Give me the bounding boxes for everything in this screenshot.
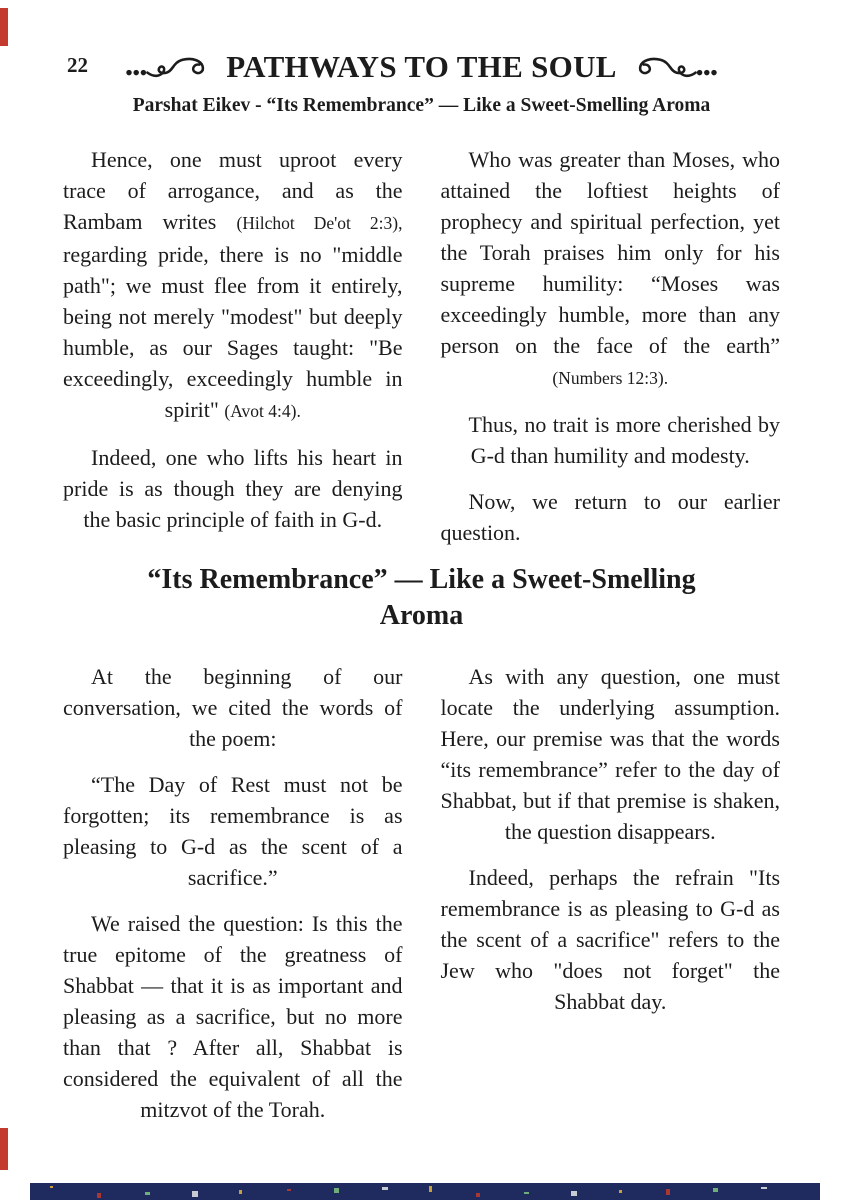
column-left-bottom xyxy=(63,661,403,1125)
paragraph: Hence, one must uproot every trace of arrogance, and as the Rambam writes (Hilchot De'ot 2:3), regarding pride, there is no "middle path"; we must flee from it entirely, being not merely "modest" but deeply humble, as our Sages taught: "Be exceedingly, exceedingly humble in spirit" (Avot 4:4). xyxy=(63,147,403,422)
left-edge-red-mark-bottom xyxy=(0,1128,8,1170)
page-body xyxy=(63,144,780,1125)
column-left-top xyxy=(63,144,403,548)
paragraph: Who was greater than Moses, who attained the loftiest heights of prophecy and spiritual perfection, yet the Torah praises him only for his supreme humility: “Moses was exceedingly humble, more than any person on the face of the earth” (Numbers 12:3). xyxy=(440,147,780,388)
citation-ref: (Hilchot De'ot 2:3), xyxy=(236,213,403,233)
bar-speck xyxy=(619,1190,622,1193)
column-right-bottom xyxy=(441,661,781,1125)
body-section-bottom xyxy=(63,661,780,1125)
paragraph: “The Day of Rest must not be forgotten; its remembrance is as pleasing to G-d as the scent of a sacrifice.” xyxy=(63,772,403,890)
paragraph: Indeed, perhaps the refrain "Its remembrance is as pleasing to G-d as the scent of a sacrifice" refers to the Jew who "does not forget" the Shabbat day. xyxy=(440,865,780,1014)
page-number: 22 xyxy=(67,53,88,77)
bar-speck xyxy=(239,1190,242,1194)
bar-speck xyxy=(287,1189,291,1191)
bar-speck xyxy=(713,1188,718,1192)
flourish-right-icon xyxy=(622,53,718,81)
bar-speck xyxy=(524,1192,529,1194)
bar-speck xyxy=(192,1191,198,1197)
body-section-top xyxy=(63,144,780,548)
bar-speck xyxy=(334,1188,339,1193)
paragraph: As with any question, one must locate the underlying assumption. Here, our premise was that the words “its remembrance” refer to the day of Shabbat, but if that premise is shaken, the question disappears. xyxy=(440,664,780,844)
paragraph: We raised the question: Is this the true epitome of the greatness of Shabbat — that it is as important and pleasing as a sacrifice, but no more than that ? After all, Shabbat is considered the equivalent of all the mitzvot of the Torah. xyxy=(63,911,403,1122)
flourish-left-icon xyxy=(125,53,221,81)
page-content xyxy=(63,0,780,1125)
bar-speck xyxy=(382,1187,388,1190)
left-edge-red-mark-top xyxy=(0,8,8,46)
citation-ref: (Avot 4:4). xyxy=(224,401,301,421)
paragraph: Indeed, one who lifts his heart in pride is as though they are denying the basic principle of faith in G-d. xyxy=(63,445,403,532)
bar-speck xyxy=(145,1192,150,1195)
bar-speck xyxy=(476,1193,480,1197)
paragraph: At the beginning of our conversation, we cited the words of the poem: xyxy=(63,664,403,751)
bar-speck xyxy=(571,1191,577,1196)
bar-speck xyxy=(50,1186,53,1188)
chapter-subtitle: Parshat Eikev - “Its Remembrance” — Like a Sweet-Smelling Aroma xyxy=(132,95,711,116)
title-wrap xyxy=(63,44,780,90)
header-row xyxy=(63,44,780,90)
citation-ref: (Numbers 12:3). xyxy=(552,368,669,388)
book-title: PATHWAYS TO THE SOUL xyxy=(226,49,617,84)
paragraph: Thus, no trait is more cherished by G-d than humility and modesty. xyxy=(468,412,780,468)
page-header xyxy=(63,44,780,117)
bar-speck xyxy=(666,1189,670,1195)
column-right-top xyxy=(441,144,781,548)
section-heading: “Its Remembrance” — Like a Sweet-Smelling Aroma xyxy=(147,564,696,631)
bottom-decorative-bar xyxy=(30,1183,820,1200)
bar-speck xyxy=(761,1187,767,1189)
bar-speck xyxy=(97,1193,101,1198)
paragraph: Now, we return to our earlier question. xyxy=(440,489,780,545)
bar-speck xyxy=(429,1186,432,1192)
